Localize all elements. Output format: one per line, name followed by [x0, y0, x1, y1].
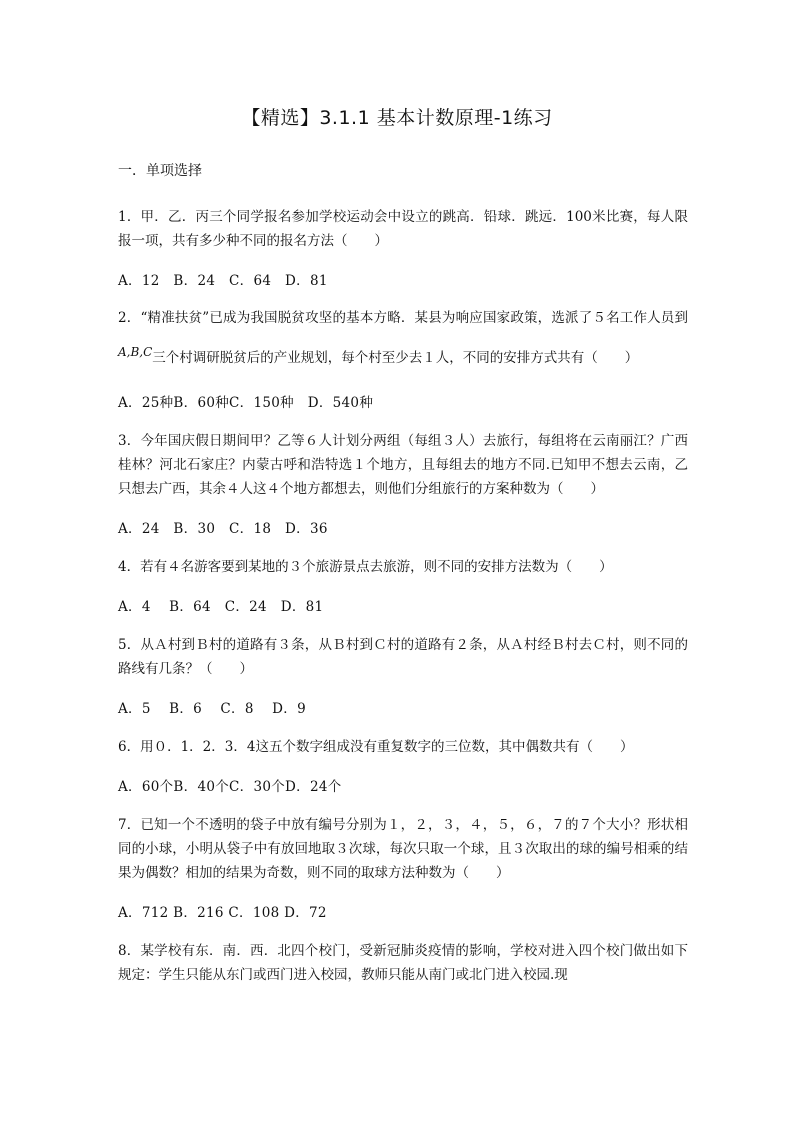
question-6-text: 6．用０．1．2．3．4这五个数字组成没有重复数字的三位数，其中偶数共有（ ）: [118, 739, 634, 755]
section-heading: 一．单项选择: [118, 163, 202, 179]
question-1-text: 1．甲．乙．丙三个同学报名参加学校运动会中设立的跳高．铅球．跳远．100米比赛，每人限报一项，共有多少种不同的报名方法（ ）: [118, 209, 688, 249]
question-5-options: A．5 B．6 C．8 D．9: [118, 701, 306, 717]
question-3-options: A．24 B．30 C．18 D．36: [118, 521, 328, 537]
question-list: [118, 205, 688, 1003]
question-2-math: A,B,C: [118, 345, 153, 359]
question-1-options: A．12 B．24 C．64 D．81: [118, 273, 328, 289]
question-2-text-after: 三个村调研脱贫后的产业规划，每个村至少去１人，不同的安排方式共有（ ）: [152, 350, 639, 366]
page-title: 【精选】3.1.1 基本计数原理-1练习: [241, 107, 553, 129]
question-2-text: [118, 301, 688, 375]
question-3-text: 3．今年国庆假日期间甲？乙等６人计划分两组（每组３人）去旅行，每组将在云南丽江？广西桂林？河北石家庄？内蒙古呼和浩特选１个地方，且每组去的地方不同.已知甲不想去云南，乙只想去广西，其余４人这４个地方都想去，则他们分组旅行的方案种数为（ ）: [118, 433, 688, 497]
question-8-text: 8．某学校有东．南．西．北四个校门，受新冠肺炎疫情的影响，学校对进入四个校门做出如下规定：学生只能从东门或西门进入校园，教师只能从南门或北门进入校园.现: [118, 943, 688, 983]
question-4-text: 4．若有４名游客要到某地的３个旅游景点去旅游，则不同的安排方法数为（ ）: [118, 559, 613, 575]
question-5-text: 5．从Ａ村到Ｂ村的道路有３条，从Ｂ村到Ｃ村的道路有２条，从Ａ村经Ｂ村去Ｃ村，则不同的路线有几条？（ ）: [118, 637, 688, 677]
question-2-text-before: 2．“精准扶贫”已成为我国脱贫攻坚的基本方略．某县为响应国家政策，选派了５名工作人员到: [118, 310, 688, 326]
question-2-options: A．25种B．60种C．150种 D．540种: [118, 395, 374, 411]
question-7-text: 7．已知一个不透明的袋子中放有编号分别为１，２，３，４，５，６，７的７个大小？形状相同的小球，小明从袋子中有放回地取３次球，每次只取一个球，且３次取出的球的编号相乘的结果为偶数？相加的结果为奇数，则不同的取球方法种数为（ ）: [118, 817, 688, 881]
question-6-options: A．60个B．40个C．30个D．24个: [118, 779, 342, 795]
question-7-options: A．712 B．216 C．108 D．72: [118, 905, 327, 921]
question-4-options: A．4 B．64 C．24 D．81: [118, 599, 324, 615]
